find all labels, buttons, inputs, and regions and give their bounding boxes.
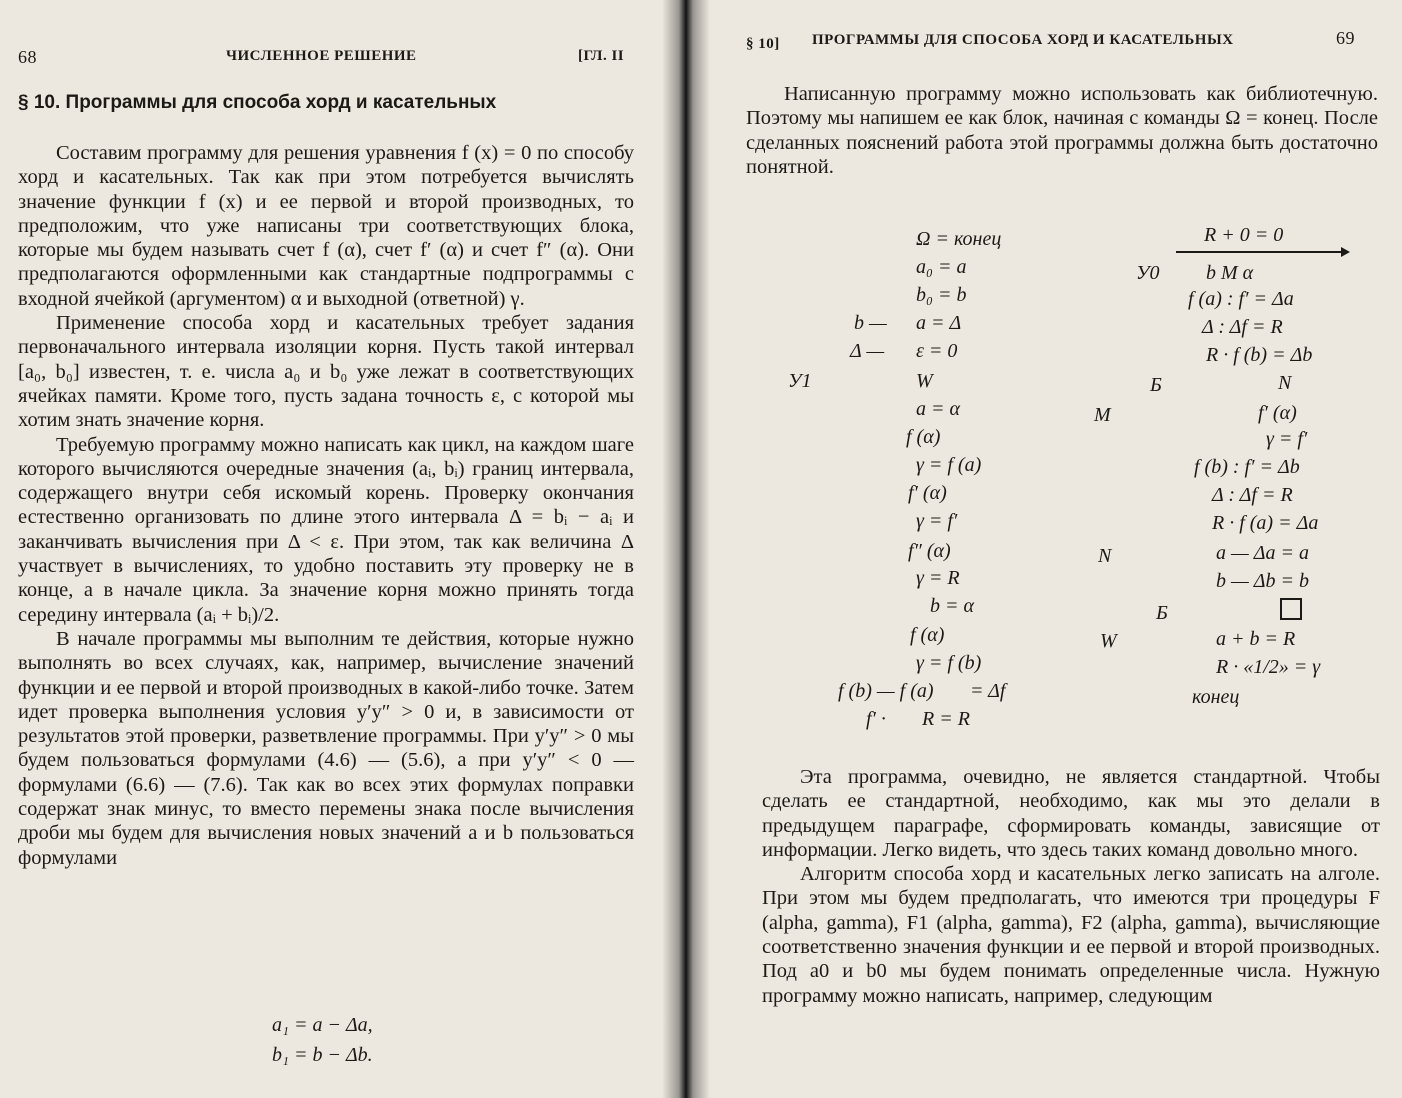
paragraph: В начале программы мы выполним те действия, которые нужно выполнять во всех случаях, как, например, вычисление значений функции и ее первой и второй производных в какой-либо точке. Затем идет проверка выполнения условия y′y″ > 0 и, в зависимости от результатов этой проверки, разветвление программы. При y′y″ > 0 мы будем пользоваться формулами (4.6) — (5.6), а при y′y″ < 0 — формулами (6.6) — (7.6). Так как во всех этих формулах поправки содержат знак минус, то вместо перемены знака после вычисления дроби мы будем для вычисления новых значений a и b пользоваться формулами (18, 627, 634, 869)
paragraph: Алгоритм способа хорд и касательных легко записать на алголе. При этом мы будем предполагать, что имеются три процедуры F (alpha, gamma), F1 (alpha, gamma), F2 (alpha, gamma), вычисляющие соответственно значения функции и ее первой и второй производных. Под a0 и b0 мы будем понимать определенные числа. Нужную программу можно написать, например, следующим (762, 863, 1380, 1007)
program-line: Ω = конец (916, 228, 1002, 250)
box-symbol (1280, 598, 1302, 620)
program-line: R + 0 = 0 (1204, 224, 1284, 246)
program-line: γ = f (a) (916, 454, 982, 476)
program-line: f″ (α) (908, 540, 951, 562)
program-line: b — (854, 312, 887, 334)
left-page (0, 0, 680, 1098)
body-text (18, 141, 634, 870)
page-number: 68 (18, 47, 37, 67)
section-heading: § 10. Программы для способа хорд и касательных (18, 92, 497, 113)
section-ref: § 10] (746, 36, 780, 52)
formula: a₁ = a − Δa, (272, 1014, 373, 1036)
program-line: a + b = R (1216, 628, 1296, 650)
program-line: γ = f′ (1266, 428, 1308, 450)
program-line: f′ (α) (908, 482, 947, 504)
program-line: b₀ = b (916, 284, 967, 306)
program-line: f′ (α) (1258, 402, 1297, 424)
program-line: a₀ = a (916, 256, 967, 278)
program-line: конец (1192, 686, 1240, 708)
program-label: Б (1150, 374, 1162, 396)
formula: b₁ = b − Δb. (272, 1044, 373, 1066)
program-line: N (1278, 372, 1292, 394)
program-line: a — Δa = a (1216, 542, 1310, 564)
program-line: Δ : Δf = R (1202, 316, 1283, 338)
program-line: a = α (916, 398, 960, 420)
program-line: f (b) : f′ = Δb (1194, 456, 1300, 478)
body-text (762, 765, 1380, 1008)
program-line: f′ · (866, 708, 886, 730)
paragraph: Написанную программу можно использовать как библиотечную. Поэтому мы напишем ее как блок, начиная с команды Ω = конец. После сделанных пояснений работа этой программы должна быть достаточно понятной. (746, 83, 1378, 178)
program-line: R · f (b) = Δb (1206, 344, 1313, 366)
program-line: f (α) (906, 426, 941, 448)
running-title: ПРОГРАММЫ ДЛЯ СПОСОБА ХОРД И КАСАТЕЛЬНЫХ (812, 32, 1234, 48)
program-line: f (α) (910, 624, 945, 646)
program-line: Δ — (850, 340, 885, 362)
paragraph: Составим программу для решения уравнения f (x) = 0 по способу хорд и касательных. Так как при этом потребуется вычислять значение функции f (x) и ее первой и второй производных, то предположим, что уже написаны три соответствующих блока, которые мы будем называть счет f (α), счет f′ (α) и счет f″ (α). Они предполагаются оформленными как стандартные подпрограммы с входной ячейкой (аргументом) α и выходной (ответной) γ. (18, 142, 634, 310)
intro-text (746, 82, 1378, 179)
program-line: b — Δb = b (1216, 570, 1310, 592)
program-line: R = R (922, 708, 970, 730)
program-line: b = α (930, 595, 974, 617)
running-title: ЧИСЛЕННОЕ РЕШЕНИЕ (226, 48, 417, 64)
program-label: N (1098, 545, 1112, 567)
arrow-line (1176, 251, 1348, 253)
page-number: 69 (1336, 28, 1355, 48)
program-line: R · «1/2» = γ (1216, 656, 1321, 678)
program-line (1280, 598, 1302, 623)
program-label: M (1094, 404, 1111, 426)
program-line: ε = 0 (916, 340, 958, 362)
paragraph: Эта программа, очевидно, не является стандартной. Чтобы сделать ее стандартной, необходимо, как мы это делали в предыдущем параграфе, сформировать команды, зависящие от информации. Легко видеть, что здесь таких команд довольно много. (762, 766, 1380, 861)
paragraph: Требуемую программу можно написать как цикл, на каждом шаге которого вычисляются очередные значения (aᵢ, bᵢ) границ интервала, содержащего внутри себя искомый корень. Проверку окончания естественно организовать по длине этого интервала Δ = bᵢ − aᵢ и заканчивать вычисления при Δ < ε. При этом, так как величина Δ участвует в вычислениях, то удобно поставить эту проверку не в конце, а в начале цикла. За значение корня можно принять тогда середину интервала (aᵢ + bᵢ)/2. (18, 433, 634, 626)
program-label: Б (1156, 602, 1168, 624)
program-line: f (a) : f′ = Δa (1188, 288, 1294, 310)
program-label: W (1100, 630, 1117, 652)
program-line: γ = f (b) (916, 652, 982, 674)
program-label: У1 (788, 370, 812, 392)
program-label: У0 (1136, 262, 1160, 284)
program-line: γ = R (916, 567, 960, 589)
program-line: R · f (a) = Δa (1212, 512, 1319, 534)
program-line: Δ : Δf = R (1212, 484, 1293, 506)
program-line: f (b) — f (a) (838, 680, 934, 702)
program-line: a = Δ (916, 312, 962, 334)
program-line: b M α (1206, 262, 1254, 284)
program-line: = Δf (970, 680, 1006, 702)
paragraph: Применение способа хорд и касательных требует задания первоначального интервала изоляции корня. Пусть такой интервал [a₀, b₀] известен, т. е. числа a₀ и b₀ уже лежат в соответствующих ячейках памяти. Кроме того, пусть задана точность ε, с которой мы хотим знать значение корня. (18, 312, 634, 432)
chapter-ref: [ГЛ. II (578, 48, 625, 64)
program-line: γ = f′ (916, 510, 958, 532)
right-page (690, 0, 1402, 1098)
program-line: W (916, 370, 933, 392)
